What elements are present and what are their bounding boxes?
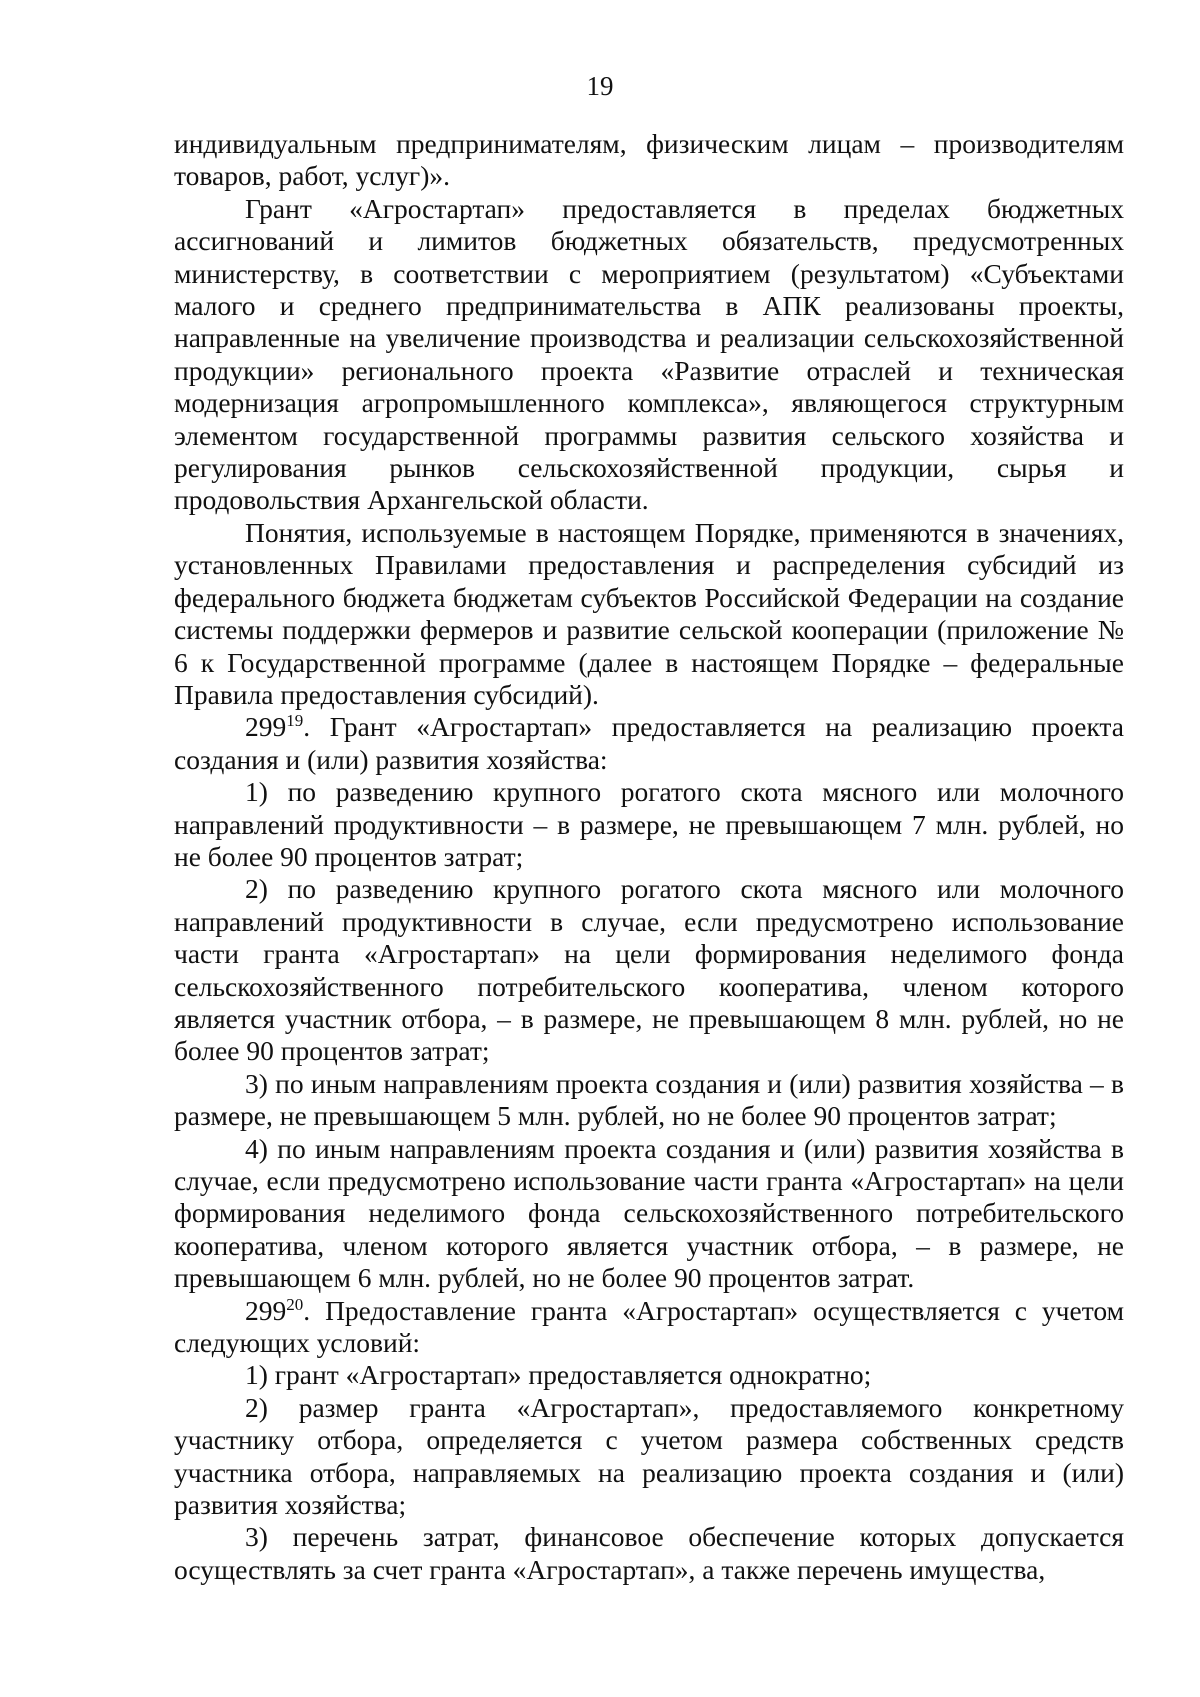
document-body — [174, 128, 1124, 1586]
condition-item-1: 1) грант «Агростартап» предоставляется однократно; — [245, 1359, 872, 1391]
paragraph-clause-299-19: $299^{19}$. Грант «Агростартап» предоставляется на реализацию проекта создания и (или) развития хозяйства: — [174, 711, 1124, 775]
condition-item-2: 2) размер гранта «Агростартап», предоставляемого конкретному участнику отбора, определяется с учетом размера собственных средств участника отбора, направляемых на реализацию проекта создания и (или) развития хозяйства; — [174, 1391, 1124, 1521]
clause-superscript: 20 — [286, 1294, 304, 1314]
paragraph-continuation: индивидуальным предпринимателям, физическим лицам – производителям товаров, работ, услуг)». — [174, 128, 1124, 192]
clause-superscript: 19 — [286, 711, 304, 731]
paragraph-clause-299-20: $299^{20}$. Предоставление гранта «Агростартап» осуществляется с учетом следующих условий: — [174, 1294, 1124, 1359]
list-item-2-cattle-cooperative: 2) по разведению крупного рогатого скота мясного или молочного направлений продуктивности в случае, если предусмотрено использование части гранта «Агростартап» на цели формирования неделимого фонда сельскохозяйственного потребительского кооператива, членом которого является участник отбора, – в размере, не превышающем 8 млн. рублей, но не более 90 процентов затрат; — [174, 873, 1124, 1067]
clause-number: 299 — [245, 711, 287, 743]
clause-number: 299 — [245, 1294, 287, 1326]
list-item-3-other: 3) по иным направлениям проекта создания и (или) развития хозяйства – в размере, не превышающем 5 млн. рублей, но не более 90 процентов затрат; — [174, 1067, 1124, 1132]
list-item-4-other-cooperative: 4) по иным направлениям проекта создания и (или) развития хозяйства в случае, если предусмотрено использование части гранта «Агростартап» на цели формирования неделимого фонда сельскохозяйственного потребительского кооператива, членом которого является участник отбора, – в размере, не превышающем 6 млн. рублей, но не более 90 процентов затрат. — [174, 1132, 1124, 1294]
paragraph-grant-budget: Грант «Агростартап» предоставляется в пределах бюджетных ассигнований и лимитов бюджетных обязательств, предусмотренных министерству, в соответствии с мероприятием (результатом) «Субъектами малого и среднего предпринимательства в АПК реализованы проекты, направленные на увеличение производства и реализации сельскохозяйственной продукции» регионального проекта «Развитие отраслей и техническая модернизация агропромышленного комплекса», являющегося структурным элементом государственной программы развития сельского хозяйства и регулирования рынков сельскохозяйственной продукции, сырья и продовольствия Архангельской области. — [174, 192, 1124, 516]
page-number: 19 — [586, 71, 614, 101]
list-item-1-cattle: 1) по разведению крупного рогатого скота мясного или молочного направлений продуктивности – в размере, не превышающем 7 млн. рублей, но не более 90 процентов затрат; — [174, 776, 1124, 872]
condition-item-3: 3) перечень затрат, финансовое обеспечение которых допускается осуществлять за счет гранта «Агростартап», а также перечень имущества, — [174, 1521, 1124, 1585]
paragraph-definitions: Понятия, используемые в настоящем Порядке, применяются в значениях, установленных Правилами предоставления и распределения субсидий из федерального бюджета бюджетам субъектов Российской Федерации на создание системы поддержки фермеров и развитие сельской кооперации (приложение № 6 к Государственной программе (далее в настоящем Порядке – федеральные Правила предоставления субсидий). — [174, 516, 1124, 710]
